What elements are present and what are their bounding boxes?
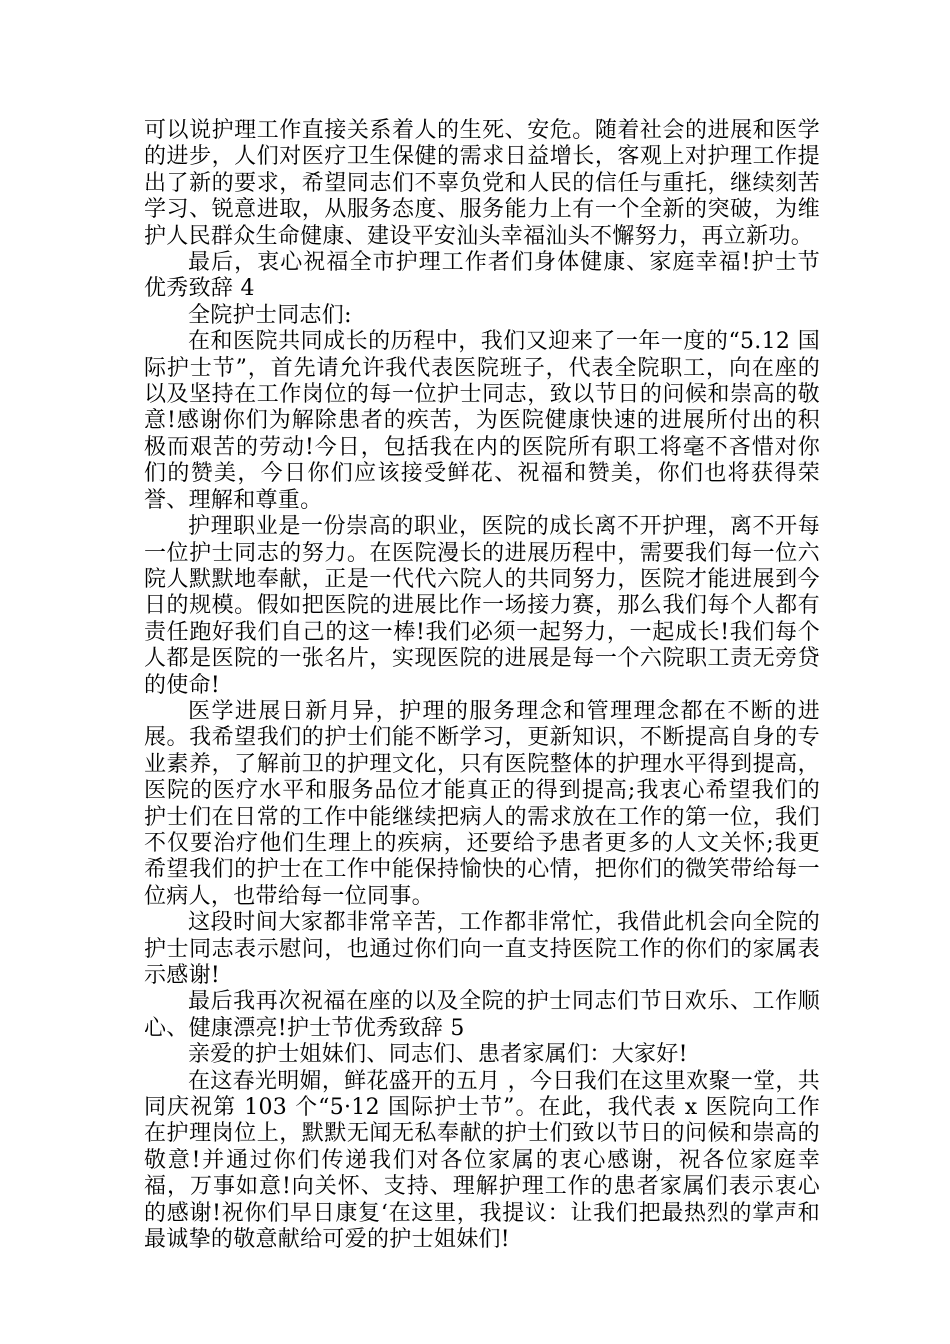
paragraph-continuation: 可以说护理工作直接关系着人的生死、安危。随着社会的进展和医学的进步，人们对医疗卫生保健的需求日益增长，客观上对护理工作提出了新的要求，希望同志们不辜负党和人民的信任与重托，继续刻苦学习、锐意进取，从服务态度、服务能力上有一个全新的突破，为维护人民群众生命健康、建设平安汕头幸福汕头不懈努力，再立新功。: [144, 118, 820, 249]
document-page: [144, 118, 820, 1253]
paragraph-progress: 医学进展日新月异，护理的服务理念和管理理念都在不断的进展。我希望我们的护士们能不断学习，更新知识，不断提高自身的专业素养，了解前卫的护理文化，只有医院整体的护理水平得到提高，医院的医疗水平和服务品位才能真正的得到提高;我衷心希望我们的护士们在日常的工作中能继续把病人的需求放在工作的第一位，我们不仅要治疗他们生理上的疾病，还要给予患者更多的人文关怀;我更希望我们的护士在工作中能保持愉快的心情，把你们的微笑带给每一位病人，也带给每一位同事。: [144, 698, 820, 909]
paragraph-profession: 护理职业是一份崇高的职业，医院的成长离不开护理，离不开每一位护士同志的努力。在医院漫长的进展历程中，需要我们每一位六院人默默地奉献，正是一代代六院人的共同努力，医院才能进展到今日的规模。假如把医院的进展比作一场接力赛，那么我们每个人都有责任跑好我们自己的这一棒!我们必须一起努力，一起成长!我们每个人都是医院的一张名片，实现医院的进展是每一个六院职工责无旁贷的使命!: [144, 514, 820, 698]
paragraph-greeting-4: 在和医院共同成长的历程中，我们又迎来了一年一度的“5.12 国际护士节”，首先请允许我代表医院班子，代表全院职工，向在座的以及坚持在工作岗位的每一位护士同志，致以节日的问候和崇高的敬意!感谢你们为解除患者的疾苦，为医院健康快速的进展所付出的积极而艰苦的劳动!今日，包括我在内的医院所有职工将毫不吝惜对你们的赞美，今日你们应该接受鲜花、祝福和赞美，你们也将获得荣誉、理解和尊重。: [144, 329, 820, 513]
paragraph-closing-wishes-5: 最后我再次祝福在座的以及全院的护士同志们节日欢乐、工作顺心、健康漂亮!护士节优秀致辞 5: [144, 989, 820, 1041]
paragraph-thanks: 这段时间大家都非常辛苦，工作都非常忙，我借此机会向全院的护士同志表示慰问，也通过你们向一直支持医院工作的你们的家属表示感谢!: [144, 910, 820, 988]
paragraph-closing-wishes-4: 最后，衷心祝福全市护理工作者们身体健康、家庭幸福!护士节优秀致辞 4: [144, 250, 820, 302]
paragraph-greeting-5: 在这春光明媚，鲜花盛开的五月 ，今日我们在这里欢聚一堂，共同庆祝第 103 个“5·12 国际护士节”。在此，我代表 x 医院向工作在护理岗位上，默默无闻无私奉献的护士们致以节日的问候和崇高的敬意!并通过你们传递我们对各位家属的衷心感谢，祝各位家庭幸福，万事如意!向关怀、支持、理解护理工作的患者家属们表示衷心的感谢!祝你们早日康复‘在这里，我提议：让我们把最热烈的掌声和最诚挚的敬意献给可爱的护士姐妹们!: [144, 1068, 820, 1253]
paragraph-salutation-5: 亲爱的护士姐妹们、同志们、患者家属们：大家好!: [188, 1042, 688, 1068]
paragraph-salutation-4: 全院护士同志们:: [188, 302, 352, 328]
